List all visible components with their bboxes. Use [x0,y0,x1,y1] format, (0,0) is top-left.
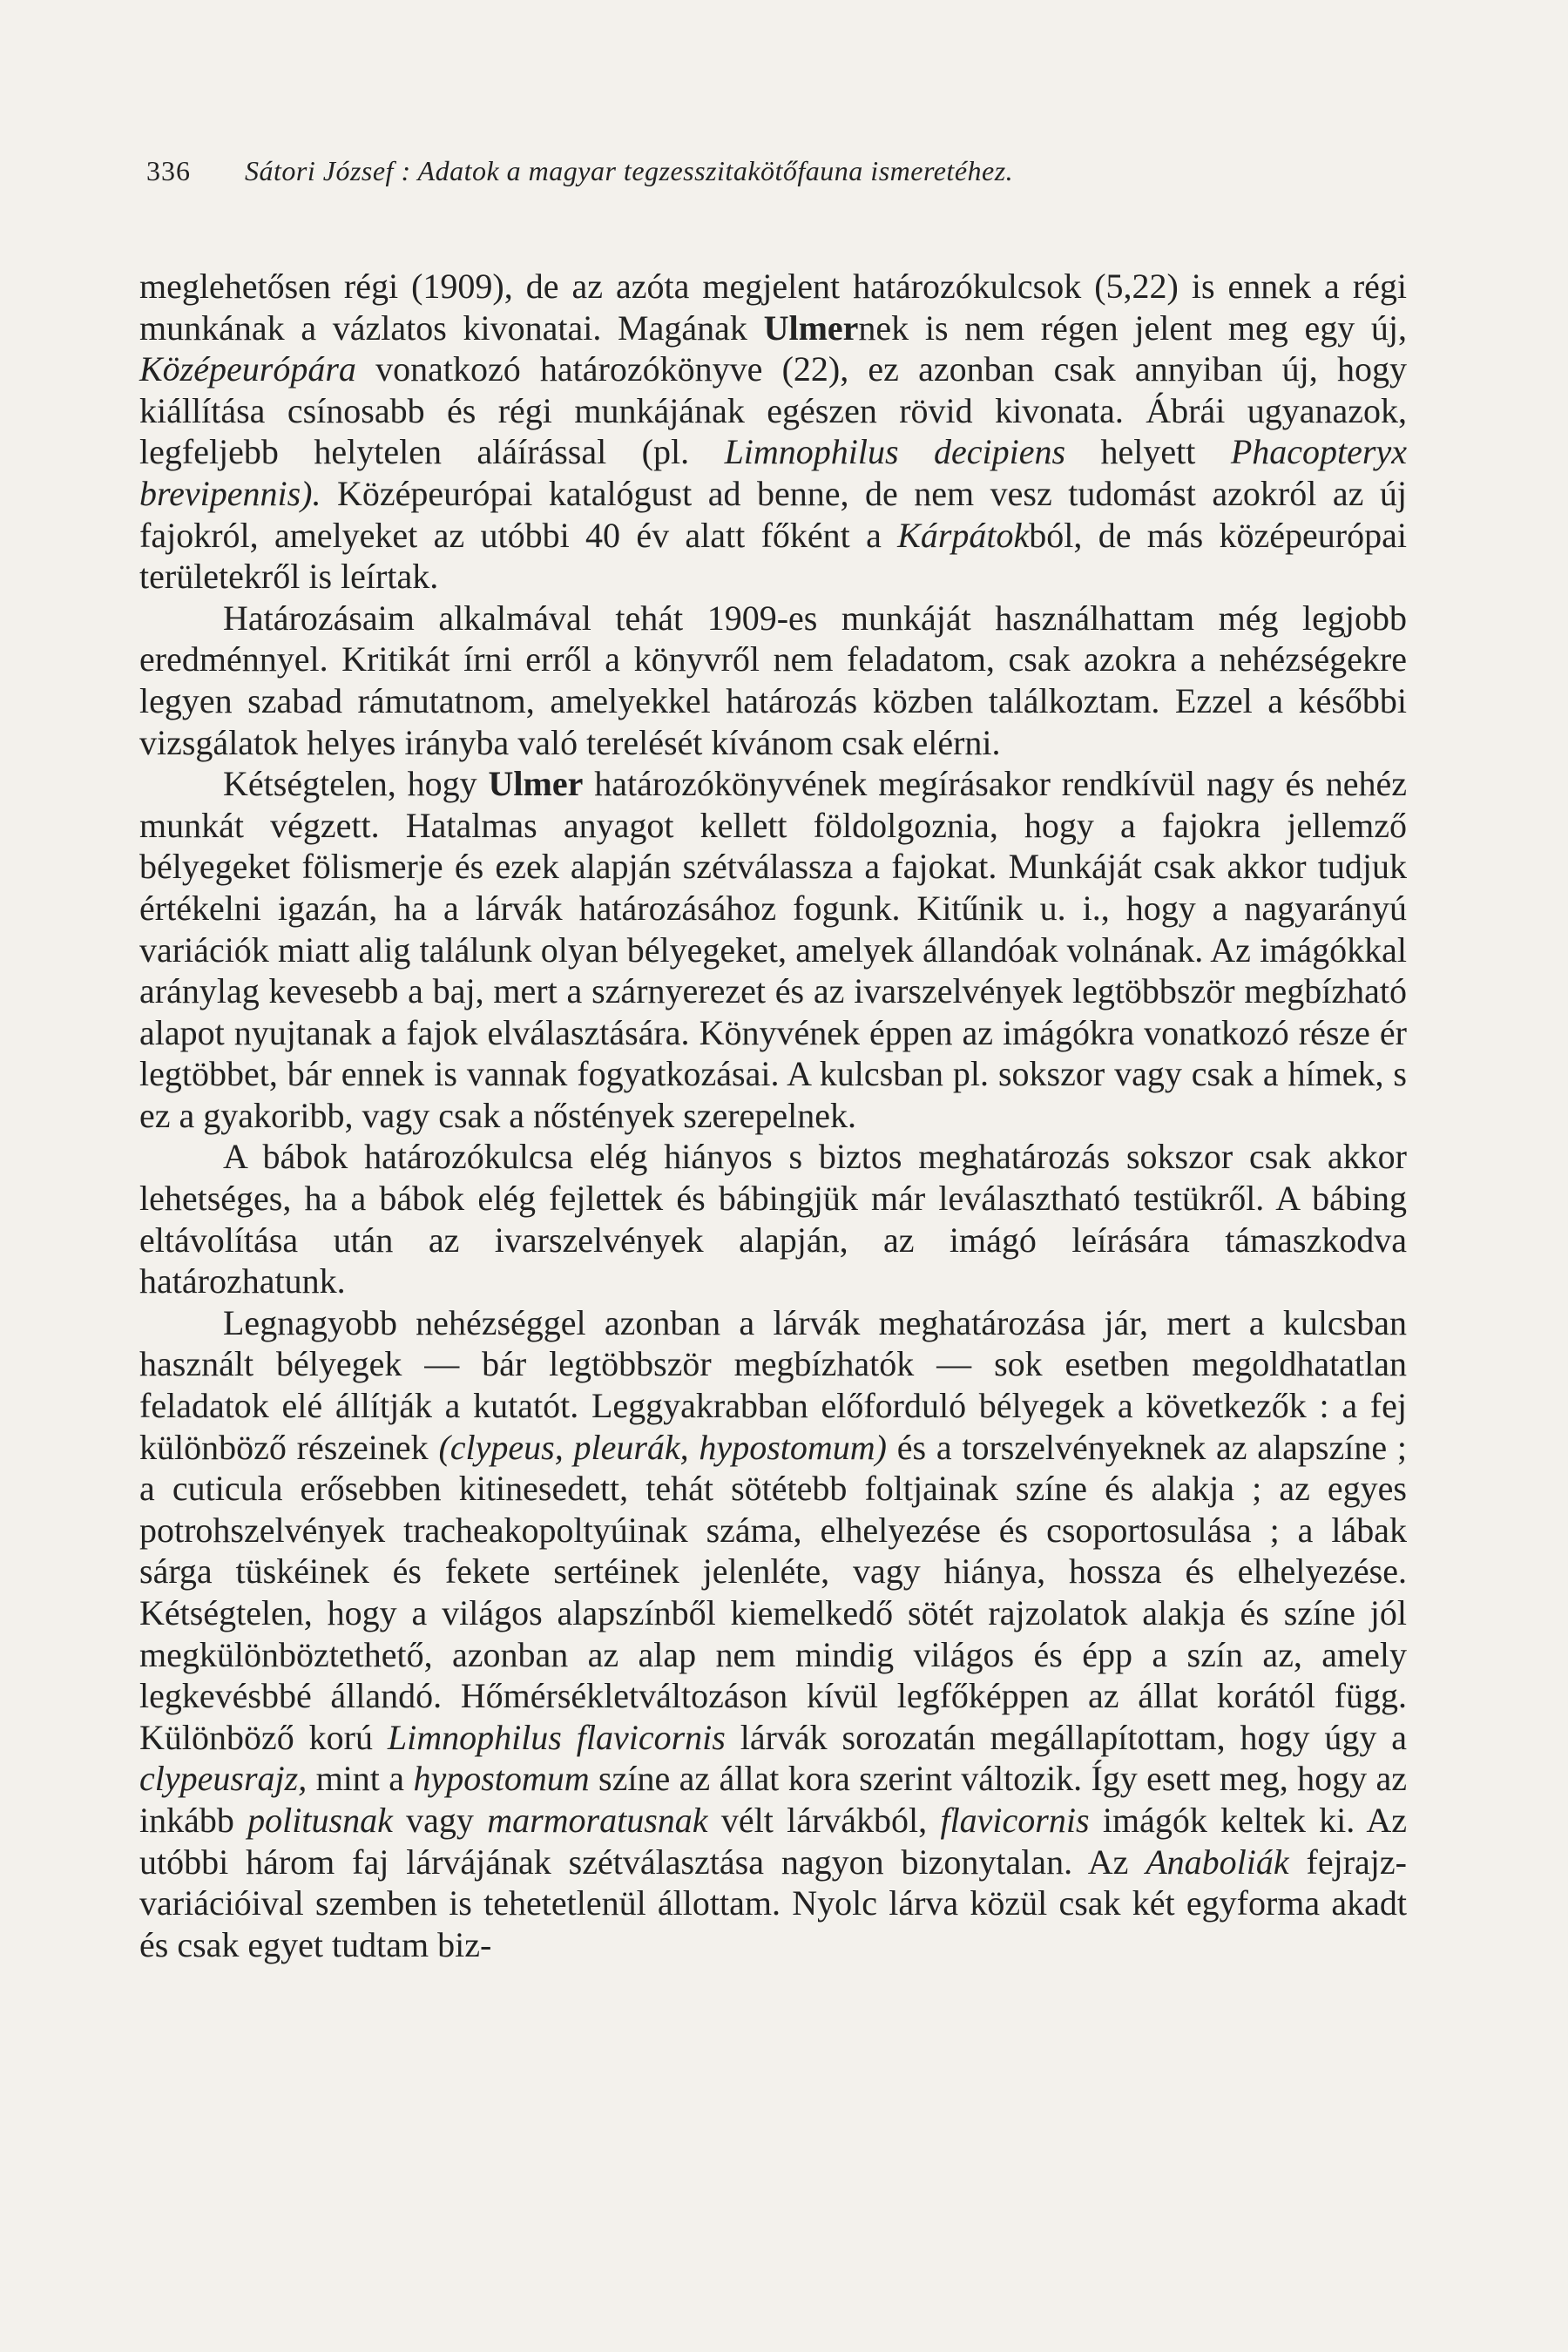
text-run: és a torszelvényeknek az alapszíne ; a cuticula erősebben kitinesedett, tehát sötétebb foltjainak színe és alakja ; az egyes potrohszelvények tracheakopoltyúinak száma, elhelyezése és csoportosulása ; a lábak sárga tüskéinek és fekete sertéinek jelenléte, vagy hiánya, hossza és elhelyezése. Kétségtelen, hogy a világos alapszínből kiemelkedő sötét rajzolatok alakja és színe jól megkülönböztethető, azonban az alap nem mindig világos és épp a szín az, amely legkevésbbé állandó. Hőmérsékletváltozáson kívül legfőképpen az állat korától függ. Különböző korú [139,1427,1407,1757]
species-name: Limnophilus decipiens [724,432,1066,472]
text-run: A bábok határozókulcsa elég hiányos s biztos meghatározás sokszor csak akkor lehetséges, ha a bábok elég fejlettek és bábingjük már leválasztható testükről. A bábing eltávolítása után az ivarszelvények alapján, az imágó leírására támaszkodva határozhatunk. [139,1137,1407,1301]
text-run: lárvák sorozatán megállapítottam, hogy úgy a [725,1717,1407,1757]
text-run: Határozásaim alkalmával tehát 1909-es munkáját használhattam még legjobb eredménnyel. Kritikát írni erről a könyvről nem feladatom, csak azokra a nehézségekre legyen szabad rámutatnom, amelyekkel határozás közben találkoztam. Ezzel a későbbi vizsgálatok helyes irányba való terelését kívánom csak elérni. [139,598,1407,762]
body-text [139,266,1407,1965]
species-name: marmoratusnak [487,1800,708,1840]
text-run: határozókönyvének megírásakor rendkívül nagy és nehéz munkát végzett. Hatalmas anyagot kellett földolgoznia, hogy a fajokra jellemző bélyegeket fölismerje és ezek alapján szétválassza a fajokat. Munkáját csak akkor tudjuk értékelni igazán, ha a lárvák határozásához fogunk. Kitűnik u. i., hogy a nagyarányú variációk miatt alig találunk olyan bélyegeket, amelyek állandóak volnának. Az imágókkal aránylag kevesebb a baj, mert a szárnyerezet és az ivarszelvények legtöbbször megbízható alapot nyujtanak a fajok elválasztására. Könyvének éppen az imágókra vonatkozó része ér legtöbbet, bár ennek is vannak fogyatkozásai. A kulcsban pl. sokszor vagy csak a hímek, s ez a gyakoribb, vagy csak a nőstények szerepelnek. [139,764,1407,1135]
place-name: Kárpátok [897,515,1030,555]
italic-term: Középeurópára [139,349,356,389]
text-run: vagy [392,1800,488,1840]
paragraph-1 [139,266,1407,598]
page-number: 336 [146,155,191,186]
text-run: Legnagyobb nehézséggel azonban a lárvák meghatározása jár, mert a kulcsban használt bélyegek — bár legtöbbször megbízhatók — sok esetben megoldhatatlan feladatok elé állítják a kutatót. Leggyakrabban előforduló bélyegek a következők : a fej különböző részeinek [139,1302,1407,1467]
text-run: fejrajz-variációival szemben is tehetetlenül állottam. Nyolc lárva közül csak két egyforma akadt és csak egyet tudtam biz- [139,1842,1407,1964]
italic-term: hypostomum [413,1759,590,1799]
species-name: politusnak [247,1800,393,1840]
paragraph-2 [139,598,1407,763]
text-run: mint a [307,1759,414,1799]
species-name: Limnophilus flavicornis [387,1717,726,1757]
genus-name: Anaboliák [1146,1842,1289,1882]
text-run: színe az állat kora szerint változik. Így esett meg, hogy az inkább [139,1759,1408,1840]
paragraph-3 [139,763,1407,1136]
text-run: Kétségtelen, hogy [223,764,489,804]
text-run: ból, de más középeurópai területekről is leírtak. [139,515,1407,597]
italic-term: clypeusrajz, [139,1759,308,1799]
text-run: vonatkozó határozókönyve (22), ez azonban csak annyiban új, hogy kiállítása csínosabb és régi munkájának egészen rövid kivonata. Ábrái ugyanazok, legfeljebb helytelen aláírással (pl. [139,349,1407,472]
text-run: vélt lárvákból, [707,1800,941,1840]
species-name: Phacopteryx brevipennis). [139,432,1407,513]
paragraph-5 [139,1302,1407,1966]
author-name-ulmer: Ulmer [763,308,859,348]
species-name: flavicornis [940,1800,1090,1840]
text-run: helyett [1065,432,1231,472]
running-title: Sátori József : Adatok a magyar tegzesszitakötőfauna ismeretéhez. [245,155,1014,186]
text-run: nek is nem régen jelent meg egy új, [858,308,1407,348]
text-run: meglehetősen régi (1909), de az azóta megjelent határozókulcsok (5,22) is ennek a régi munkának a vázlatos kivonatai. Magának [139,267,1407,348]
italic-term: (clypeus, pleurák, hypostomum) [438,1427,887,1467]
text-run: Középeurópai katalógust ad benne, de nem vesz tudomást azokról az új fajokról, amelyeket az utóbbi 40 év alatt főként a [139,473,1407,555]
paragraph-4 [139,1136,1407,1301]
running-header [146,153,1013,188]
text-run: imágók keltek ki. Az utóbbi három faj lárvájának szétválasztása nagyon bizonytalan. Az [139,1800,1407,1882]
author-name-ulmer: Ulmer [488,764,584,804]
